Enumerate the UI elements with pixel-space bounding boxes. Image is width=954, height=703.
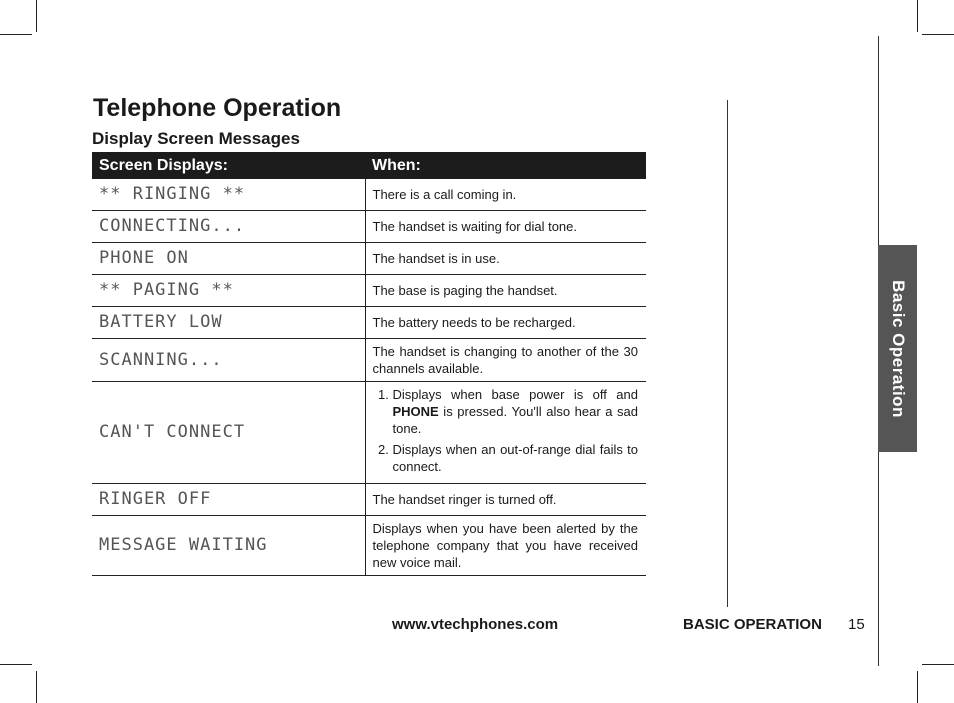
section-title: Display Screen Messages <box>92 129 300 148</box>
crop-mark <box>922 34 954 35</box>
when-description: The base is paging the handset. <box>365 275 646 307</box>
screen-display-text: BATTERY LOW <box>92 307 365 339</box>
table-row <box>92 339 646 382</box>
crop-mark <box>36 671 37 703</box>
screen-display-text: MESSAGE WAITING <box>92 516 365 576</box>
list-item: 2. Displays when an out-of-range dial fails to connect. <box>393 441 639 475</box>
when-description: The handset is waiting for dial tone. <box>365 211 646 243</box>
screen-display-text: SCANNING... <box>92 339 365 382</box>
table-row <box>92 484 646 516</box>
table-row <box>92 179 646 211</box>
crop-mark <box>922 664 954 665</box>
table-row <box>92 382 646 484</box>
crop-mark <box>917 0 918 32</box>
crop-mark <box>0 34 32 35</box>
display-messages-table <box>92 152 646 576</box>
when-description <box>365 382 646 484</box>
table-row <box>92 211 646 243</box>
table-row <box>92 307 646 339</box>
screen-display-text: CAN'T CONNECT <box>92 382 365 484</box>
footer-section-name: BASIC OPERATION <box>683 616 822 633</box>
table-header-row <box>92 152 646 179</box>
when-description: There is a call coming in. <box>365 179 646 211</box>
column-header-screen-displays: Screen Displays: <box>92 152 365 179</box>
when-description: Displays when you have been alerted by the telephone company that you have received new voice mail. <box>365 516 646 576</box>
when-description: The handset ringer is turned off. <box>365 484 646 516</box>
screen-display-text: RINGER OFF <box>92 484 365 516</box>
table-row <box>92 243 646 275</box>
crop-mark <box>0 664 32 665</box>
phone-key-label: PHONE <box>392 404 439 419</box>
side-tab-basic-operation <box>878 245 917 452</box>
footer-url: www.vtechphones.com <box>392 616 559 633</box>
side-tab-label: Basic Operation <box>888 279 908 418</box>
page-title: Telephone Operation <box>93 94 342 122</box>
when-description: The handset is in use. <box>365 243 646 275</box>
list-item: 1. Displays when base power is off and PHONE is pressed. You'll also hear a sad tone. <box>393 386 639 437</box>
numbered-list <box>373 386 639 475</box>
crop-mark <box>36 0 37 32</box>
screen-display-text: ** PAGING ** <box>92 275 365 307</box>
when-description: The handset is changing to another of the 30 channels available. <box>365 339 646 382</box>
when-description: The battery needs to be recharged. <box>365 307 646 339</box>
crop-mark <box>917 671 918 703</box>
table-row <box>92 516 646 576</box>
column-header-when: When: <box>365 152 646 179</box>
column-divider-line <box>727 100 728 607</box>
screen-display-text: CONNECTING... <box>92 211 365 243</box>
screen-display-text: PHONE ON <box>92 243 365 275</box>
page-number: 15 <box>848 616 865 633</box>
table-row <box>92 275 646 307</box>
screen-display-text: ** RINGING ** <box>92 179 365 211</box>
